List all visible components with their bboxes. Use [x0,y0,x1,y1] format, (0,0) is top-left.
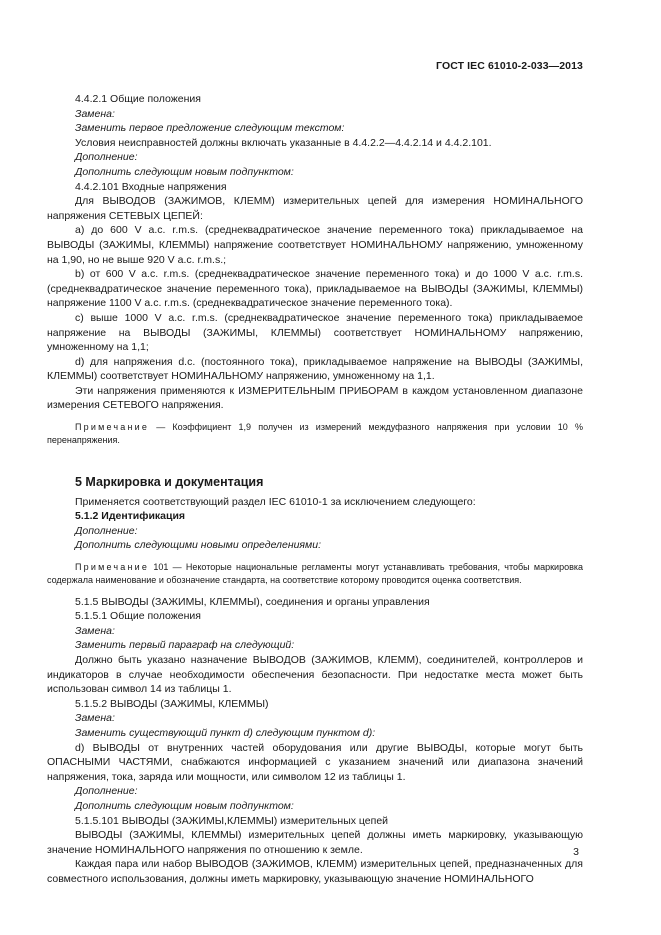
paragraph: 5.1.5.2 ВЫВОДЫ (ЗАЖИМЫ, КЛЕММЫ) [75,697,269,710]
paragraph: 4.4.2.1 Общие положения [75,93,201,105]
paragraph: Дополнение: [75,151,138,164]
paragraph: b) от 600 V a.c. r.m.s. (среднеквадратическое значение переменного тока) и до 1000 V a.c. r.m.s.(среднеквадратическое значение переменного тока), прикладываемое на ВЫВОДЫ (ЗАЖИМЫ, КЛЕММЫ) напряжение 1100 V a.c. r.m.s. (среднеквадратическое значение переменного тока). [47,268,583,310]
paragraph: Эти напряжения применяются к ИЗМЕРИТЕЛЬНЫМ ПРИБОРАМ в каждом установленном диапазоне измерения СЕТЕВОГО напряжения. [47,384,583,412]
paragraph: ВЫВОДЫ (ЗАЖИМЫ, КЛЕММЫ) измерительных цепей должны иметь маркировку, указывающую значение НОМИНАЛЬНОГО напряжения по отношению к земле. [47,829,583,856]
note-101 [47,561,583,587]
paragraph: Для ВЫВОДОВ (ЗАЖИМОВ, КЛЕММ) измерительных цепей для измерения НОМИНАЛЬНОГО напряжения СЕТЕВЫХ ЦЕПЕЙ: [47,195,583,222]
paragraph: 4.4.2.101 Входные напряжения [75,180,227,193]
paragraph: Заменить первый параграф на следующий: [75,639,295,652]
paragraph: 5.1.5.101 ВЫВОДЫ (ЗАЖИМЫ,КЛЕММЫ) измерительных цепей [75,814,389,827]
paragraph: 5.1.5 ВЫВОДЫ (ЗАЖИМЫ, КЛЕММЫ), соединения и органы управления [75,595,430,608]
paragraph: c) выше 1000 V a.c. r.m.s. (среднеквадратическое значение переменного тока) прикладываемое напряжение на ВЫВОДЫ (ЗАЖИМЫ, КЛЕММЫ) соответствует НОМИНАЛЬНОМУ напряжению, умноженному на 1,1; [47,311,583,354]
clause-5-1-5-block [47,595,583,887]
paragraph: d) ВЫВОДЫ от внутренних частей оборудования или другие ВЫВОДЫ, которые могут быть ОПАСНЫМИ ЧАСТЯМИ, снабжаются информацией с указанием значений или диапазона значений напряжения, тока, заряда или мощности, или символом 12 из таблицы 1. [47,741,583,783]
note-text: 101 — Некоторые национальные регламенты могут устанавливать требования, чтобы маркировка содержала наименование и обозначение стандарта, на соответствие которому проводится оценка соответствия. [47,562,583,585]
paragraph: 5.1.5.1 Общие положения [75,610,201,623]
paragraph: Дополнить следующим новым подпунктом: [75,799,294,812]
paragraph: d) для напряжения d.c. (постоянного тока), прикладываемое напряжение на ВЫВОДЫ (ЗАЖИМЫ, КЛЕММЫ) соответствует НОМИНАЛЬНОМУ напряжению, умноженному на 1,1. [47,355,583,383]
paragraph: Дополнить следующими новыми определениями: [75,539,321,552]
clause-5-intro-block [47,495,583,553]
section-5-heading: 5 Маркировка и документация [75,474,264,489]
note-label: Примечание [75,562,150,573]
paragraph: Дополнение: [75,785,138,798]
paragraph: Дополнение: [75,524,138,537]
paragraph: Применяется соответствующий раздел IEC 61010-1 за исключением следующего: [75,495,476,508]
page-number: 3 [573,846,579,858]
note-coefficient [47,421,583,447]
paragraph: Каждая пара или набор ВЫВОДОВ (ЗАЖИМОВ, КЛЕММ) измерительных цепей, предназначенных для совместного использования, должны иметь маркировку, указывающую значение НОМИНАЛЬНОГО [47,858,583,885]
paragraph: Заменить существующий пункт d) следующим пунктом d): [75,726,376,739]
paragraph: Замена: [75,712,115,725]
page-content [47,92,583,887]
standard-header: ГОСТ IEC 61010-2-033—2013 [436,60,583,72]
paragraph: Замена: [75,624,115,637]
paragraph: Заменить первое предложение следующим текстом: [75,122,345,135]
note-label: Примечание [75,422,150,433]
paragraph: Должно быть указано назначение ВЫВОДОВ (ЗАЖИМОВ, КЛЕММ), соединителей, контроллеров и индикаторов в случае необходимости обеспечения безопасности. При недостатке места может быть использован символ 14 из таблицы 1. [47,654,583,696]
paragraph: Дополнить следующим новым подпунктом: [75,165,294,178]
paragraph: a) до 600 V a.c. r.m.s. (среднеквадратическое значение переменного тока) прикладываемое на ВЫВОДЫ (ЗАЖИМЫ, КЛЕММЫ) напряжение соответствует НОМИНАЛЬНОМУ напряжению, умноженному на 1,90, но не выше 920 V a.c. r.m.s.; [47,224,583,266]
note-text: — Коэффициент 1,9 получен из измерений междуфазного напряжения при условии 10 % перенапряжения. [47,422,583,445]
paragraph: 5.1.2 Идентификация [75,510,186,523]
paragraph: Замена: [75,107,115,120]
paragraph: Условия неисправностей должны включать указанные в 4.4.2.2—4.4.2.14 и 4.4.2.101. [75,136,492,149]
clause-4-4-2-block [47,92,583,413]
